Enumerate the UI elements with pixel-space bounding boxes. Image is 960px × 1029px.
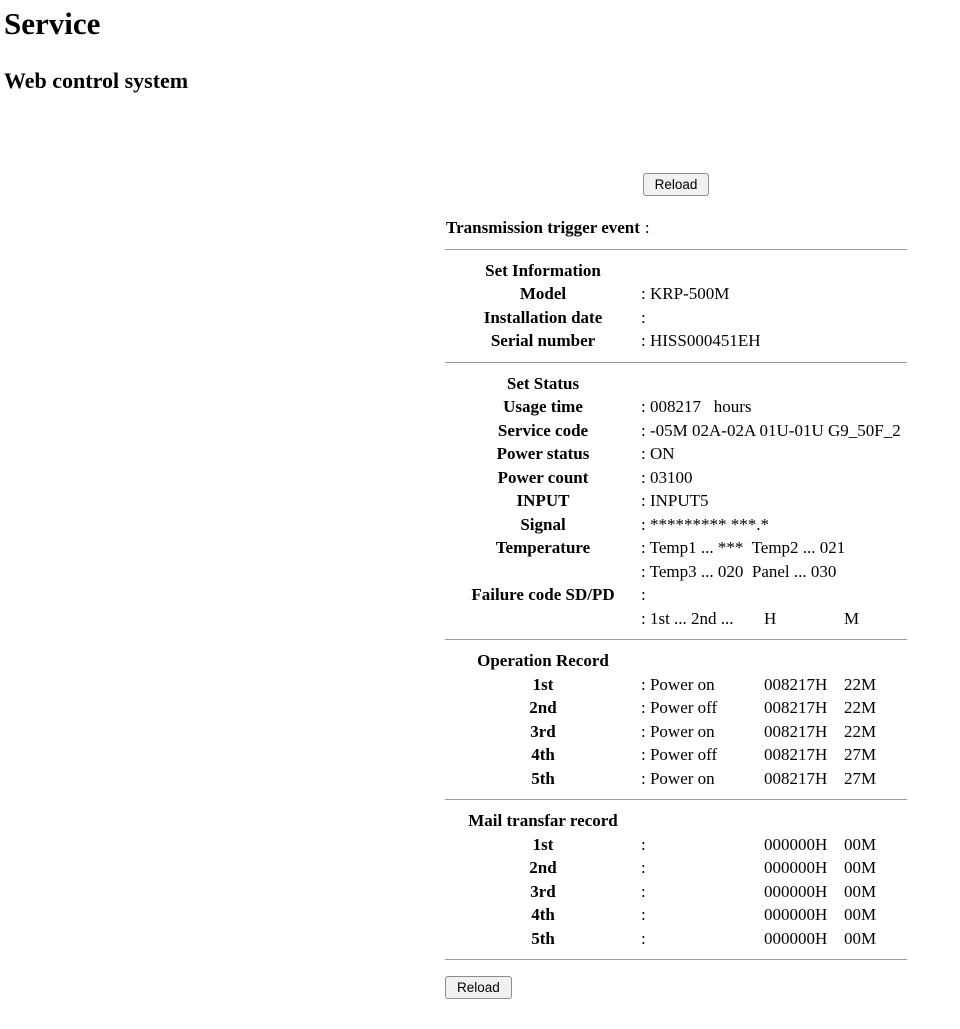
section-header-row: [445, 259, 907, 283]
row-label: 2nd: [529, 698, 557, 718]
row-label: Signal: [520, 514, 566, 534]
row-label: 5th: [531, 928, 555, 948]
table-row: [445, 419, 907, 443]
section-header: Set Status: [506, 373, 580, 393]
section-header-filler: [641, 259, 907, 283]
row-value: : 03100: [641, 467, 693, 487]
table-row: [445, 560, 907, 584]
row-label: 1st: [532, 674, 554, 694]
row-minutes: 00M: [844, 905, 877, 925]
row-value: :: [641, 858, 646, 878]
row-label: 4th: [531, 745, 555, 765]
section-table-mail-transfar-record: [445, 809, 907, 950]
row-hours: 000000H: [764, 905, 828, 925]
row-minutes: 22M: [844, 721, 877, 741]
transmission-trigger-line: [446, 218, 907, 238]
row-minutes: 00M: [844, 928, 877, 948]
row-value: :: [641, 905, 646, 925]
row-value: : Power off: [641, 745, 718, 765]
row-value: :: [641, 585, 646, 605]
row-label: Power count: [497, 467, 589, 487]
top-reload-form: [445, 173, 907, 196]
row-value: : -05M 02A-02A 01U-01U G9_50F_2: [641, 420, 901, 440]
bottom-reload-form: [445, 976, 907, 999]
section-header: Set Information: [485, 260, 601, 280]
table-row: [445, 856, 907, 880]
table-row: [445, 489, 907, 513]
separator: [445, 959, 907, 960]
row-value: : ON: [641, 444, 675, 464]
table-row: [445, 306, 907, 330]
row-hours: 000000H: [764, 928, 828, 948]
row-label: Power status: [496, 444, 590, 464]
row-label: 3rd: [530, 721, 556, 741]
table-row: [445, 329, 907, 353]
table-row: [445, 395, 907, 419]
row-value: :: [641, 834, 646, 854]
row-value: : Power off: [641, 698, 718, 718]
row-hours: 008217H: [764, 674, 828, 694]
row-value: : KRP-500M: [641, 284, 730, 304]
row-hours: 008217H: [764, 721, 828, 741]
table-row: [445, 743, 907, 767]
section-header: Mail transfar record: [468, 811, 618, 831]
transmission-trigger-colon: :: [644, 217, 650, 237]
table-row: [445, 513, 907, 537]
table-row: [445, 696, 907, 720]
row-minutes: 27M: [844, 745, 877, 765]
separator: [445, 639, 907, 640]
sections-host: [445, 259, 907, 961]
row-label: [445, 607, 641, 631]
table-row: [445, 442, 907, 466]
row-value: :: [641, 881, 646, 901]
row-hours: 000000H: [764, 858, 828, 878]
row-label: INPUT: [516, 491, 570, 511]
row-minutes: 22M: [844, 674, 877, 694]
row-value: : HISS000451EH: [641, 331, 761, 351]
table-row: [445, 282, 907, 306]
reload-button-top[interactable]: Reload: [643, 173, 710, 196]
row-hours: 008217H: [764, 768, 828, 788]
row-hours: 008217H: [764, 698, 828, 718]
row-label: Serial number: [490, 331, 596, 351]
reload-button-bottom[interactable]: Reload: [445, 976, 512, 999]
table-row: [445, 673, 907, 697]
table-row: [445, 607, 907, 631]
table-row: [445, 536, 907, 560]
row-value: : Power on: [641, 768, 715, 788]
separator: [445, 362, 907, 363]
row-label: Temperature: [495, 538, 591, 558]
row-label: 2nd: [529, 858, 557, 878]
row-label: 1st: [532, 834, 554, 854]
row-minutes: 00M: [844, 881, 877, 901]
row-hours: 000000H: [764, 881, 828, 901]
row-minutes: 00M: [844, 858, 877, 878]
row-label: 4th: [531, 905, 555, 925]
transmission-trigger-label: Transmission trigger event: [446, 217, 640, 237]
row-value: : INPUT5: [641, 491, 709, 511]
separator: [445, 249, 907, 250]
row-minutes: 00M: [844, 834, 877, 854]
section-header: Operation Record: [477, 651, 609, 671]
row-value: :: [641, 307, 646, 327]
separator: [445, 799, 907, 800]
row-hours: H: [764, 608, 777, 628]
row-hours: 000000H: [764, 834, 828, 854]
main-content: [445, 173, 907, 1000]
row-value: : 008217 hours: [641, 397, 752, 417]
table-row: [445, 927, 907, 951]
section-header-filler: [641, 809, 907, 833]
row-value: : Power on: [641, 721, 715, 741]
row-hours: 008217H: [764, 745, 828, 765]
section-header-filler: [641, 372, 907, 396]
row-value: : Temp1 ... *** Temp2 ... 021: [641, 538, 846, 558]
page-subtitle: Web control system: [4, 67, 189, 93]
row-label: Installation date: [483, 307, 603, 327]
row-minutes: 27M: [844, 768, 877, 788]
table-row: [445, 903, 907, 927]
row-value: : Temp3 ... 020 Panel ... 030: [641, 561, 837, 581]
page-title: Service: [4, 6, 101, 41]
row-value: : Power on: [641, 674, 715, 694]
table-row: [445, 720, 907, 744]
row-label: Usage time: [503, 397, 583, 417]
row-label: [445, 560, 641, 584]
row-value: :: [641, 928, 646, 948]
table-row: [445, 767, 907, 791]
section-header-filler: [641, 649, 907, 673]
section-table-operation-record: [445, 649, 907, 790]
section-header-row: [445, 372, 907, 396]
table-row: [445, 466, 907, 490]
row-minutes: M: [844, 608, 860, 628]
row-value: : ********* ***.*: [641, 514, 769, 534]
table-row: [445, 583, 907, 607]
row-label: 3rd: [530, 881, 556, 901]
row-label: Service code: [497, 420, 589, 440]
row-value: : 1st ... 2nd ...: [641, 608, 734, 628]
section-table-set-information: [445, 259, 907, 353]
row-minutes: 22M: [844, 698, 877, 718]
row-label: 5th: [531, 768, 555, 788]
section-table-set-status: [445, 372, 907, 631]
table-row: [445, 880, 907, 904]
section-header-row: [445, 649, 907, 673]
table-row: [445, 833, 907, 857]
row-label: Failure code SD/PD: [471, 585, 615, 605]
row-label: Model: [519, 284, 567, 304]
section-header-row: [445, 809, 907, 833]
